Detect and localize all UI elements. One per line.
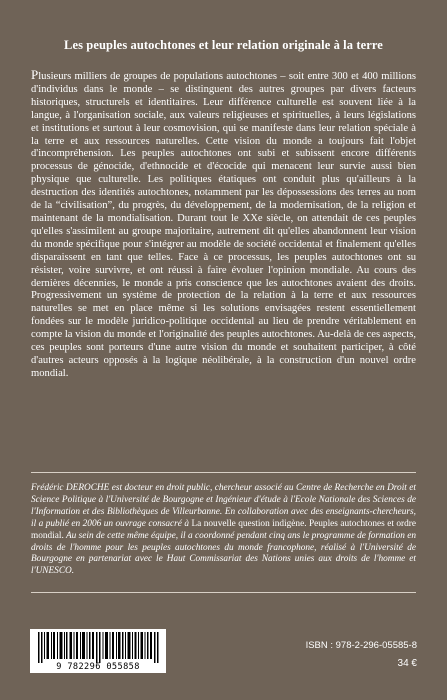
barcode-bars xyxy=(30,629,166,663)
bio-part-1: est docteur en droit public, chercheur associé au Centre de Recherche en Droit et Science Politique à l'Université de Bourgogne et Ingénieur d'étude à l'Ecole Nationale des Sciences de l'Information et des Bibliothèques de Villeurbanne. En collaboration avec des enseignants-chercheurs, il a publié en 2006 un ouvrage consacré à xyxy=(31,483,417,529)
drop-cap: P xyxy=(31,67,39,82)
author-bio xyxy=(31,483,416,578)
isbn: ISBN : 978-2-296-05585-8 xyxy=(305,640,417,651)
book-title: Les peuples autochtones et leur relation originale à la terre xyxy=(64,38,383,52)
summary-text xyxy=(31,69,416,381)
summary-paragraph xyxy=(31,69,416,381)
book-reference: La nouvelle question indigène. Peuples autochtones et ordre mondial. xyxy=(31,518,416,541)
divider-top xyxy=(31,472,416,473)
barcode xyxy=(30,629,166,673)
barcode-digits: 9 782296 055858 xyxy=(56,662,140,672)
author-name: Frédéric DEROCHE xyxy=(31,483,110,493)
price: 34 € xyxy=(397,658,417,669)
bio-part-2: Au sein de cette même équipe, il a coordonné pendant cinq ans le programme de formation en droits de l'homme pour les peuples autochtones du monde francophone, réalisé à l'Université de Bourgogne en partenariat avec le Haut Commissariat des Nations unies aux droits de l'homme et l'UNESCO. xyxy=(31,530,416,577)
summary-body: lusieurs milliers de groupes de populations autochtones – soit entre 300 et 400 millions d'individus dans le monde – se distinguent des autres groupes par divers facteurs historiques, structurels et identitaires. Leur différence culturelle est souvent liée à la langue, à l'organisation sociale, aux valeurs religieuses et spirituelles, à leurs législations et institutions et surtout à leur cosmovision, qui se manifeste dans leur relation spéciale à la terre et aux ressources naturelles. Cette vision du monde a toujours fait l'objet d'incompréhension. Les peuples autochtones ont subi et subissent encore différents processus de génocide, d'ethnocide et d'écocide qui menacent leur survie aussi bien physique que culturelle. Les politiques étatiques ont conduit plus qu'ailleurs à la destruction des identités autochtones, notamment par les dépossessions des terres au nom de la “civilisation”, du progrès, du développement, de la modernisation, de la religion et maintenant de la mondialisation. Durant tout le XXe siècle, on attendait de ces peuples qu'elles s'assimilent au groupe majoritaire, autrement dit qu'elles abandonnent leur vision du monde spécifique pour s'intégrer au modèle de société occidental et finalement qu'elles disparaissent en tant que telles. Face à ce processus, les peuples autochtones ont su résister, voire survivre, et ont réussi à faire évoluer l'opinion mondiale. Au cours des dernières décennies, le monde a pris conscience que les autochtones avaient des droits. Progressivement un système de protection de la relation à la terre et aux ressources naturelles se met en place même si les solutions envisagées restent essentiellement fondées sur le modèle juridico-politique occidental au lieu de prendre véritablement en compte la vision du monde et l'originalité des peuples autochtones. Au-delà de ces aspects, ces peuples sont porteurs d'une autre vision du monde et souhaitent participer, à côté d'autres acteurs opposés à la logique néolibérale, à la construction d'un nouvel ordre mondial. xyxy=(31,71,416,379)
divider-bottom xyxy=(31,592,416,593)
